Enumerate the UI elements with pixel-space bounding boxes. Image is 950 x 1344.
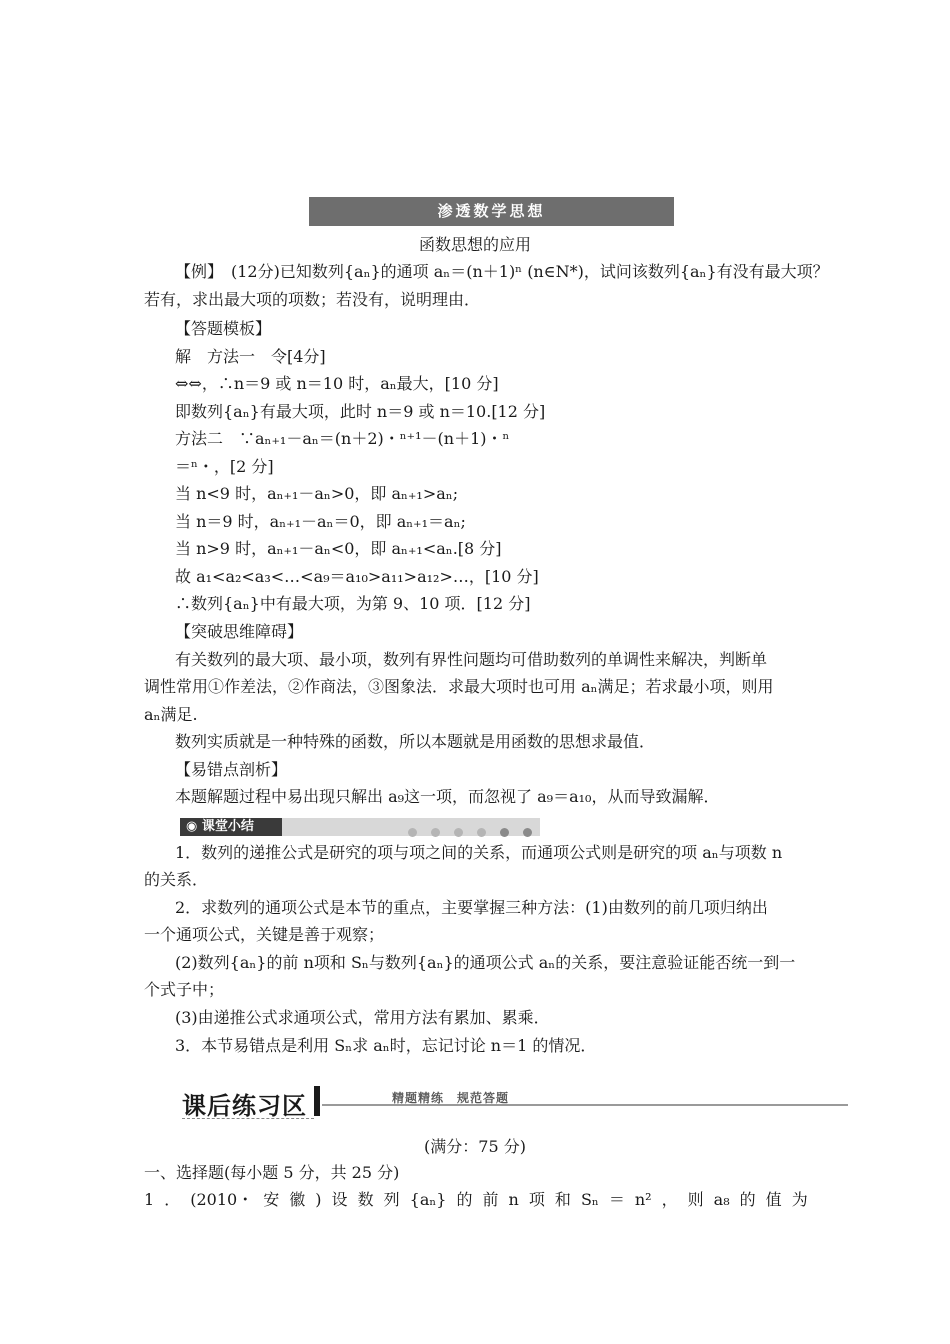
breakthrough-line: 有关数列的最大项、最小项，数列有界性问题均可借助数列的单调性来解决，判断单 — [175, 650, 768, 669]
dot-icon — [523, 828, 532, 837]
q1-token: 和 — [554, 1190, 571, 1209]
summary-line: 一个通项公式，关键是善于观察； — [144, 925, 385, 944]
q1-token: 设 — [331, 1190, 348, 1209]
summary-line: 2．求数列的通项公式是本节的重点，主要掌握三种方法：(1)由数列的前几项归纳出 — [175, 898, 768, 917]
breakthrough-title: 【突破思维障碍】 — [175, 622, 304, 641]
summary-line: 3．本节易错点是利用 Sₙ求 aₙ时，忘记讨论 n＝1 的情况． — [175, 1036, 597, 1055]
summary-header-bar — [180, 818, 540, 836]
solution-line: ＝ⁿ・，[2 分] — [175, 457, 274, 476]
error-text: 本题解题过程中易出现只解出 a₉这一项，而忽视了 a₉＝a₁₀，从而导致漏解． — [175, 787, 720, 806]
q1-token: 值 — [765, 1190, 782, 1209]
post-heading-bar — [314, 1086, 320, 1116]
section-banner: 渗透数学思想 — [309, 197, 674, 226]
section-one-title: 一、选择题(每小题 5 分，共 25 分) — [144, 1163, 400, 1182]
q1-token: n² — [634, 1190, 652, 1209]
q1-token: 1 — [144, 1190, 155, 1209]
post-heading-subtitle: 精题精练 规范答题 — [392, 1091, 510, 1105]
breakthrough-line: 调性常用①作差法，②作商法，③图象法．求最大项时也可用 aₙ满足；若求最小项，则用 — [144, 677, 774, 696]
summary-line: (2)数列{aₙ}的前 n项和 Sₙ与数列{aₙ}的通项公式 aₙ的关系，要注意验证能否统一到一 — [175, 953, 796, 972]
q1-token: ) — [315, 1190, 322, 1209]
q1-token: 则 — [687, 1190, 704, 1209]
q1-token: n — [508, 1190, 519, 1209]
q1-token: ＝ — [608, 1190, 625, 1209]
post-class-heading: 课后练习区 — [182, 1092, 307, 1120]
q1-token: {aₙ} — [409, 1190, 447, 1209]
q1-token: ， — [661, 1190, 678, 1209]
solution-line: 当 n＝9 时，aₙ₊₁－aₙ＝0，即 aₙ₊₁＝aₙ; — [175, 512, 466, 531]
decorative-dots — [399, 822, 532, 832]
solution-line: 当 n>9 时，aₙ₊₁－aₙ<0，即 aₙ₊₁<aₙ.[8 分] — [175, 539, 502, 558]
dot-icon — [408, 828, 417, 837]
solution-line: ⇔⇔，∴n＝9 或 n＝10 时，aₙ最大，[10 分] — [175, 374, 499, 393]
solution-line: 当 n<9 时，aₙ₊₁－aₙ>0，即 aₙ₊₁>aₙ; — [175, 484, 459, 503]
dot-icon — [454, 828, 463, 837]
solution-line: 即数列{aₙ}有最大项，此时 n＝9 或 n＝10.[12 分] — [175, 402, 546, 421]
breakthrough-line: 数列实质就是一种特殊的函数，所以本题就是用函数的思想求最值． — [175, 732, 656, 751]
solution-line: 方法二 ∵aₙ₊₁－aₙ＝(n＋2)・ⁿ⁺¹－(n＋1)・ⁿ — [175, 429, 510, 448]
template-title: 【答题模板】 — [175, 319, 272, 338]
q1-token: 的 — [739, 1190, 756, 1209]
q1-token: Sₙ — [580, 1190, 599, 1209]
dot-icon — [477, 828, 486, 837]
question-1-line — [144, 1189, 808, 1211]
solution-line: ∴数列{aₙ}中有最大项，为第 9、10 项．[12 分] — [175, 594, 531, 613]
summary-tag: ◉ 课堂小结 — [180, 818, 282, 836]
q1-token: 数 — [357, 1190, 374, 1209]
q1-token: 前 — [482, 1190, 499, 1209]
dot-icon — [500, 828, 509, 837]
q1-token: (2010・ — [190, 1190, 254, 1209]
solution-line: 故 a₁<a₂<a₃<…<a₉＝a₁₀>a₁₁>a₁₂>…，[10 分] — [175, 567, 539, 586]
summary-line: 1．数列的递推公式是研究的项与项之间的关系，而通项公式则是研究的项 aₙ与项数 n — [175, 843, 783, 862]
breakthrough-line: aₙ满足. — [144, 705, 198, 724]
q1-token: 项 — [528, 1190, 545, 1209]
example-line-2: 若有，求出最大项的项数；若没有，说明理由． — [144, 290, 481, 309]
q1-token: 为 — [791, 1190, 808, 1209]
solution-line: 解 方法一 令[4分] — [175, 347, 326, 366]
summary-line: 个式子中； — [144, 980, 225, 999]
subtitle: 函数思想的应用 — [418, 235, 531, 254]
q1-token: 安 — [263, 1190, 280, 1209]
post-heading-dashline — [182, 1118, 314, 1119]
q1-token: ． — [164, 1190, 181, 1209]
q1-token: 的 — [456, 1190, 473, 1209]
example-line-1: 【例】 (12分)已知数列{aₙ}的通项 aₙ＝(n＋1)ⁿ (n∈N*)，试问该数列{aₙ}有没有最大项？ — [175, 262, 829, 281]
error-title: 【易错点剖析】 — [175, 760, 288, 779]
q1-token: 徽 — [289, 1190, 306, 1209]
full-score: (满分：75 分) — [424, 1137, 526, 1156]
summary-line: (3)由递推公式求通项公式，常用方法有累加、累乘． — [175, 1008, 550, 1027]
dot-icon — [431, 828, 440, 837]
summary-line: 的关系． — [144, 870, 209, 889]
q1-token: a₈ — [713, 1190, 730, 1209]
q1-token: 列 — [383, 1190, 400, 1209]
